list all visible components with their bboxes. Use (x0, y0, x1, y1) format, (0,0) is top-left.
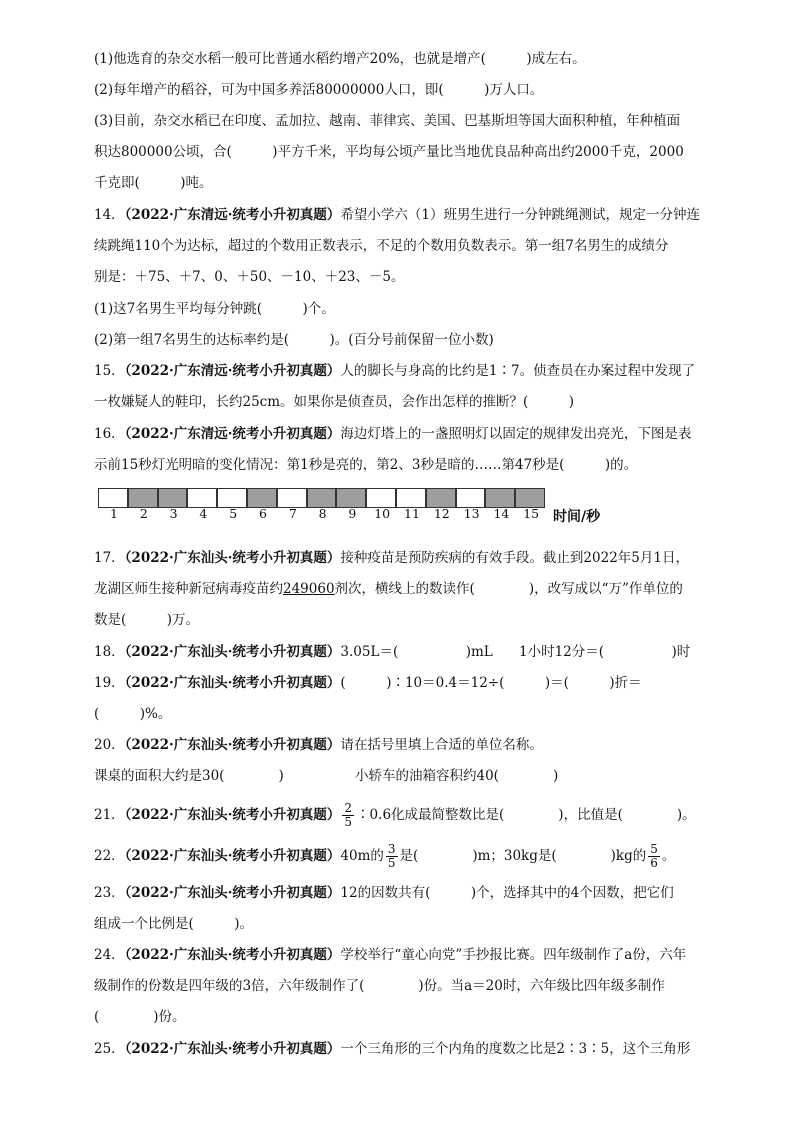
question-16 (94, 425, 691, 443)
question-21 (94, 802, 696, 829)
time-number: 6 (259, 506, 267, 521)
question-source: （2022·广东汕头·统考小升初真题） (124, 1041, 341, 1057)
question-24 (94, 946, 686, 964)
question-number: 18． (94, 644, 125, 660)
question-number: 14． (94, 207, 125, 223)
question-text: 1小时12分＝( )时 (519, 644, 691, 660)
question-number: 15． (94, 363, 125, 379)
time-number: 11 (404, 506, 420, 521)
time-number: 15 (523, 506, 540, 521)
text-line: 组成一个比例是( )。 (94, 916, 254, 932)
time-number: 5 (229, 506, 238, 521)
question-20 (94, 736, 543, 754)
text-line: 示前15秒灯光明暗的变化情况：第1秒是亮的，第2、3秒是暗的……第47秒是( )的。 (94, 457, 638, 473)
question-number: 16． (94, 426, 125, 442)
light-cell-9 (336, 488, 366, 508)
question-number: 23． (94, 885, 125, 901)
text-line: 千克即( )吨。 (94, 175, 213, 191)
question-source: （2022·广东汕头·统考小升初真题） (124, 644, 341, 660)
question-source: （2022·广东汕头·统考小升初真题） (124, 807, 341, 823)
question-text: 请在括号里填上合适的单位名称。 (340, 737, 543, 753)
light-cell-2 (128, 488, 158, 508)
time-number: 8 (318, 506, 327, 521)
time-number: 13 (463, 506, 480, 521)
question-number: 24． (94, 947, 125, 963)
question-23 (94, 884, 674, 902)
time-number: 9 (348, 506, 357, 521)
time-number: 12 (433, 506, 450, 521)
question-18 (94, 643, 493, 661)
light-cell-5 (217, 488, 247, 508)
question-text: ( )∶10＝0.4＝12÷( )＝( )折＝ (340, 675, 642, 691)
text-line: 一枚嫌疑人的鞋印，长约25cm。如果你是侦查员，会作出怎样的推断？( ) (94, 394, 575, 410)
question-source: （2022·广东清远·统考小升初真题） (124, 426, 341, 442)
question-25 (94, 1040, 690, 1058)
question-number: 25． (94, 1041, 125, 1057)
question-text: 12的因数共有( )个，选择其中的4个因数，把它们 (340, 885, 674, 901)
question-source: （2022·广东清远·统考小升初真题） (124, 363, 341, 379)
fraction (386, 843, 398, 870)
fraction-numerator: 3 (387, 842, 396, 856)
light-cell-14 (485, 488, 515, 508)
text-line: ( )%。 (94, 706, 172, 722)
fraction (342, 802, 354, 829)
question-text: 希望小学六（1）班男生进行一分钟跳绳测试，规定一分钟连 (340, 207, 701, 223)
light-cell-6 (247, 488, 277, 508)
question-text: 接种疫苗是预防疾病的有效手段。截止到2022年5月1日， (340, 550, 689, 566)
text-line: 小轿车的油箱容积约40( ) (355, 768, 559, 784)
question-text: 学校举行“童心向党”手抄报比赛。四年级制作了a份，六年 (340, 947, 687, 963)
light-cell-12 (426, 488, 456, 508)
question-text: ∶0.6化成最简整数比是( )，比值是( )。 (356, 807, 696, 823)
question-source: （2022·广东汕头·统考小升初真题） (124, 947, 341, 963)
time-unit-label: 时间/秒 (553, 509, 601, 525)
question-number: 20． (94, 737, 125, 753)
light-cell-3 (158, 488, 188, 508)
fraction-denominator: 5 (344, 815, 353, 829)
time-number: 2 (139, 506, 148, 521)
text-line (94, 580, 683, 598)
text-line: (2)第一组7名男生的达标率约是( )。(百分号前保留一位小数) (94, 332, 494, 348)
question-text: 一个三角形的三个内角的度数之比是2∶3∶5，这个三角形 (340, 1041, 691, 1057)
time-number: 7 (288, 506, 297, 521)
text-line: 续跳绳110个为达标，超过的个数用正数表示，不足的个数用负数表示。第一组7名男生的成绩分 (94, 238, 669, 254)
question-text: 是( )m；30kg是( )kg的 (399, 848, 647, 864)
light-cell-7 (277, 488, 307, 508)
text-line: 积达800000公顷，合( )平方千米，平均每公顷产量比当地优良品种高出约2000千克，2000 (94, 144, 684, 160)
time-number: 10 (374, 506, 391, 521)
fraction (648, 843, 660, 870)
text-line: 课桌的面积大约是30( ) (94, 768, 284, 784)
fraction-numerator: 5 (650, 842, 658, 856)
question-source: （2022·广东汕头·统考小升初真题） (124, 737, 341, 753)
time-number: 14 (493, 506, 510, 521)
light-cell-4 (187, 488, 217, 508)
time-number: 3 (169, 506, 178, 521)
text-line: 别是：＋75、＋7、0、＋50、－10、＋23、－5。 (94, 269, 405, 285)
question-number: 21． (94, 807, 125, 823)
light-cell-15 (515, 488, 545, 508)
fraction-denominator: 6 (650, 856, 658, 870)
text-line: ( )份。 (94, 1009, 186, 1025)
text-line: (2)每年增产的稻谷，可为中国多养活80000000人口，即( )万人口。 (94, 82, 544, 98)
question-source: （2022·广东汕头·统考小升初真题） (124, 885, 341, 901)
text-line: (3)目前，杂交水稻已在印度、孟加拉、越南、菲律宾、美国、巴基斯坦等国大面积种植，年种植面 (94, 113, 681, 129)
question-17 (94, 549, 689, 567)
question-text: 40m的 (340, 848, 384, 864)
question-text: 。 (661, 848, 676, 864)
question-14 (94, 206, 700, 224)
light-cell-11 (396, 488, 426, 508)
question-source: （2022·广东汕头·统考小升初真题） (124, 675, 341, 691)
question-number: 17． (94, 550, 125, 566)
light-cell-10 (366, 488, 396, 508)
text-span: 剂次，横线上的数读作( )，改写成以“万”作单位的 (334, 581, 683, 597)
question-source: （2022·广东清远·统考小升初真题） (124, 207, 341, 223)
question-19 (94, 674, 642, 692)
fraction-denominator: 5 (387, 856, 396, 870)
underlined-number: 249060 (283, 581, 335, 597)
question-15 (94, 362, 695, 380)
light-cell-1 (98, 488, 128, 508)
question-text: 3.05L＝( )mL (340, 644, 493, 660)
question-text: 人的脚长与身高的比约是1∶7。侦查员在办案过程中发现了 (340, 363, 696, 379)
text-line: (1)他选育的杂交水稻一般可比普通水稻约增产20%，也就是增产( )成左右。 (94, 51, 586, 67)
question-text: 海边灯塔上的一盏照明灯以固定的规律发出亮光，下图是表 (340, 426, 692, 442)
text-line: (1)这7名男生平均每分钟跳( )个。 (94, 301, 335, 317)
question-source: （2022·广东汕头·统考小升初真题） (124, 848, 341, 864)
text-line: 级制作的份数是四年级的3倍，六年级制作了( )份。当a＝20时，六年级比四年级多制作 (94, 978, 665, 994)
question-22 (94, 843, 675, 870)
text-line: 数是( )万。 (94, 612, 200, 628)
text-span: 龙湖区师生接种新冠病毒疫苗约 (94, 581, 283, 597)
question-source: （2022·广东汕头·统考小升初真题） (124, 550, 341, 566)
question-number: 19． (94, 675, 125, 691)
time-number: 4 (199, 506, 208, 521)
light-cell-13 (456, 488, 486, 508)
light-cell-8 (307, 488, 337, 508)
question-number: 22． (94, 848, 125, 864)
time-number: 1 (110, 506, 118, 521)
fraction-numerator: 2 (344, 801, 353, 815)
